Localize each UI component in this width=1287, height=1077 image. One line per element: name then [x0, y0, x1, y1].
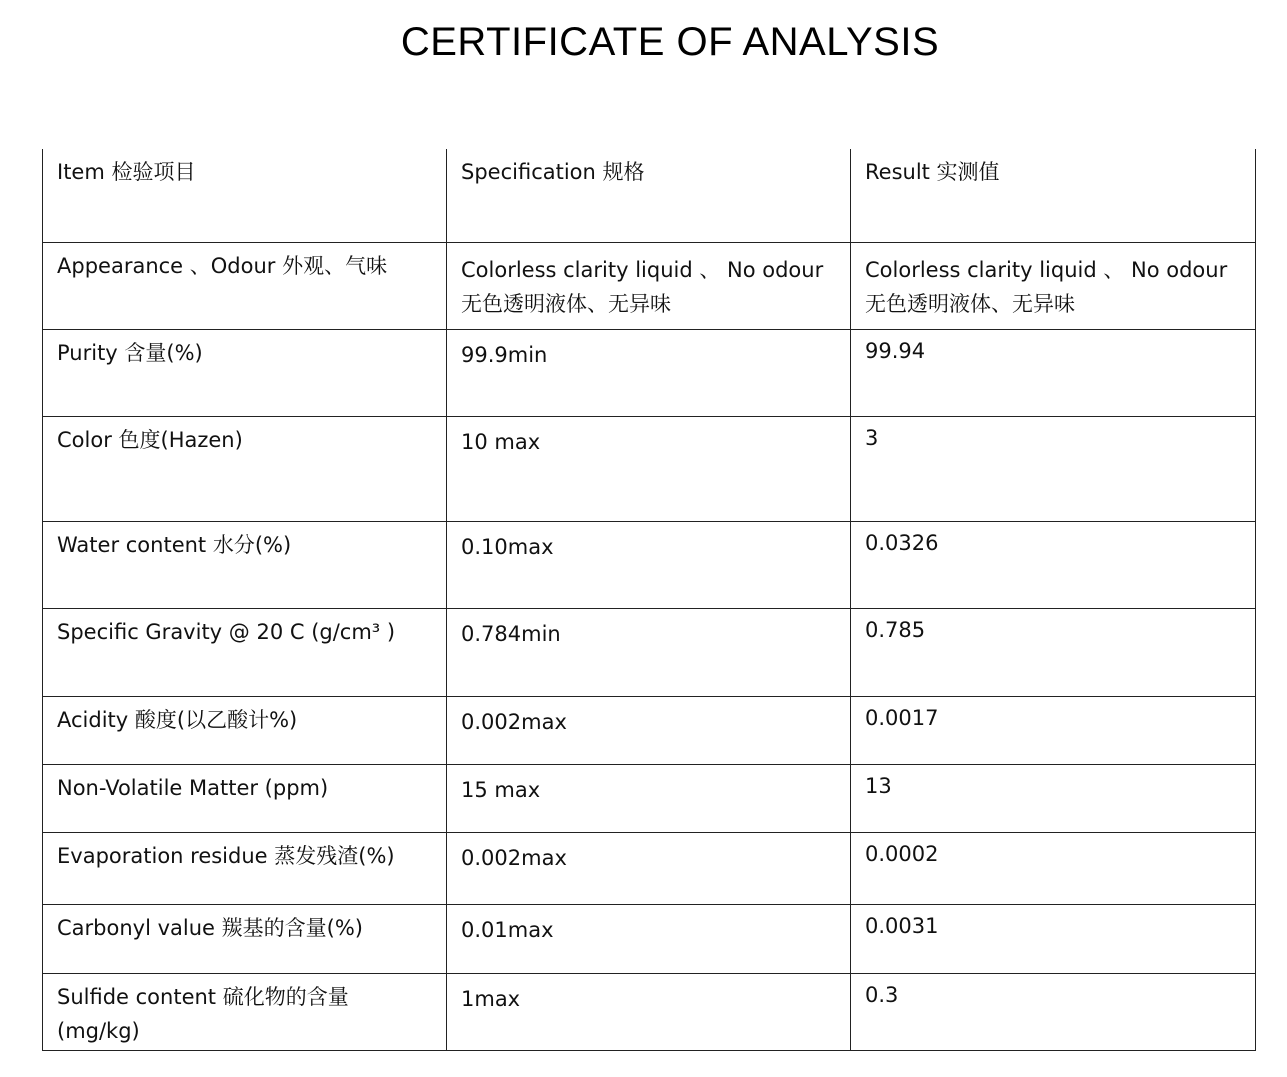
cell-specification: [447, 764, 851, 832]
row-item-text: Color 色度(Hazen): [57, 427, 243, 452]
document-title: CERTIFICATE OF ANALYSIS: [400, 20, 940, 64]
row-item-text: Water content 水分(%): [57, 532, 292, 557]
row-item-text: Sulfide content 硫化物的含量 (mg/kg): [57, 984, 349, 1043]
cell-specification: [447, 242, 851, 329]
table-row: [43, 329, 1256, 416]
row-specification-text: 1max: [461, 986, 521, 1011]
cell-specification: [447, 973, 851, 1050]
row-result-text: 3: [865, 425, 879, 450]
header-result-label: Result 实测值: [865, 160, 1000, 184]
cell-result: [851, 608, 1256, 696]
cell-item: [43, 832, 447, 904]
cell-item: [43, 696, 447, 764]
cell-result: [851, 521, 1256, 608]
row-result-text: 0.3: [865, 982, 899, 1007]
row-result-text: 13: [865, 773, 892, 798]
row-result-text: 0.0002: [865, 841, 939, 866]
table-row: [43, 832, 1256, 904]
cell-result: [851, 764, 1256, 832]
row-result-text: 0.0017: [865, 705, 939, 730]
cell-result: [851, 832, 1256, 904]
table-header-row: [43, 149, 1256, 242]
row-item-text: Specific Gravity @ 20 C (g/cm³ ): [57, 619, 396, 644]
row-specification-text: 99.9min: [461, 342, 548, 367]
row-specification-text: 0.002max: [461, 709, 567, 734]
row-item-text: Carbonyl value 羰基的含量(%): [57, 915, 363, 940]
row-specification-text: Colorless clarity liquid 、 No odour 无色透明液体、无异味: [461, 257, 824, 316]
cell-specification: [447, 904, 851, 973]
cell-specification: [447, 521, 851, 608]
row-specification-text: 0.01max: [461, 917, 554, 942]
row-specification-text: 0.002max: [461, 845, 567, 870]
cell-item: [43, 973, 447, 1050]
header-cell-result: [851, 149, 1256, 242]
row-result-text: Colorless clarity liquid 、 No odour 无色透明液体、无异味: [865, 257, 1228, 316]
table-row: [43, 904, 1256, 973]
cell-item: [43, 416, 447, 521]
row-item-text: Purity 含量(%): [57, 340, 203, 365]
table-row: [43, 242, 1256, 329]
row-item-text: Acidity 酸度(以乙酸计%): [57, 707, 298, 732]
cell-item: [43, 608, 447, 696]
cell-result: [851, 904, 1256, 973]
cell-specification: [447, 608, 851, 696]
row-item-text: Appearance 、Odour 外观、气味: [57, 253, 388, 278]
header-cell-specification: [447, 149, 851, 242]
row-specification-text: 0.784min: [461, 621, 561, 646]
cell-item: [43, 904, 447, 973]
cell-specification: [447, 416, 851, 521]
cell-specification: [447, 329, 851, 416]
row-result-text: 0.785: [865, 617, 926, 642]
row-item-text: Evaporation residue 蒸发残渣(%): [57, 843, 395, 868]
cell-item: [43, 764, 447, 832]
header-cell-item: [43, 149, 447, 242]
table-row: [43, 764, 1256, 832]
cell-result: [851, 242, 1256, 329]
row-result-text: 0.0326: [865, 530, 939, 555]
row-result-text: 0.0031: [865, 913, 939, 938]
cell-specification: [447, 696, 851, 764]
table-row: [43, 416, 1256, 521]
table-row: [43, 608, 1256, 696]
cell-result: [851, 329, 1256, 416]
table-row: [43, 696, 1256, 764]
header-specification-label: Specification 规格: [461, 160, 645, 184]
cell-result: [851, 696, 1256, 764]
cell-result: [851, 416, 1256, 521]
header-item-label: Item 检验项目: [57, 160, 196, 184]
cell-item: [43, 242, 447, 329]
cell-item: [43, 521, 447, 608]
row-result-text: 99.94: [865, 338, 926, 363]
row-item-text: Non-Volatile Matter (ppm): [57, 775, 329, 800]
row-specification-text: 10 max: [461, 429, 541, 454]
row-specification-text: 15 max: [461, 777, 541, 802]
cell-specification: [447, 832, 851, 904]
table-row: [43, 521, 1256, 608]
table-row: [43, 973, 1256, 1050]
cell-result: [851, 973, 1256, 1050]
row-specification-text: 0.10max: [461, 534, 554, 559]
analysis-table: [42, 149, 1256, 1051]
cell-item: [43, 329, 447, 416]
